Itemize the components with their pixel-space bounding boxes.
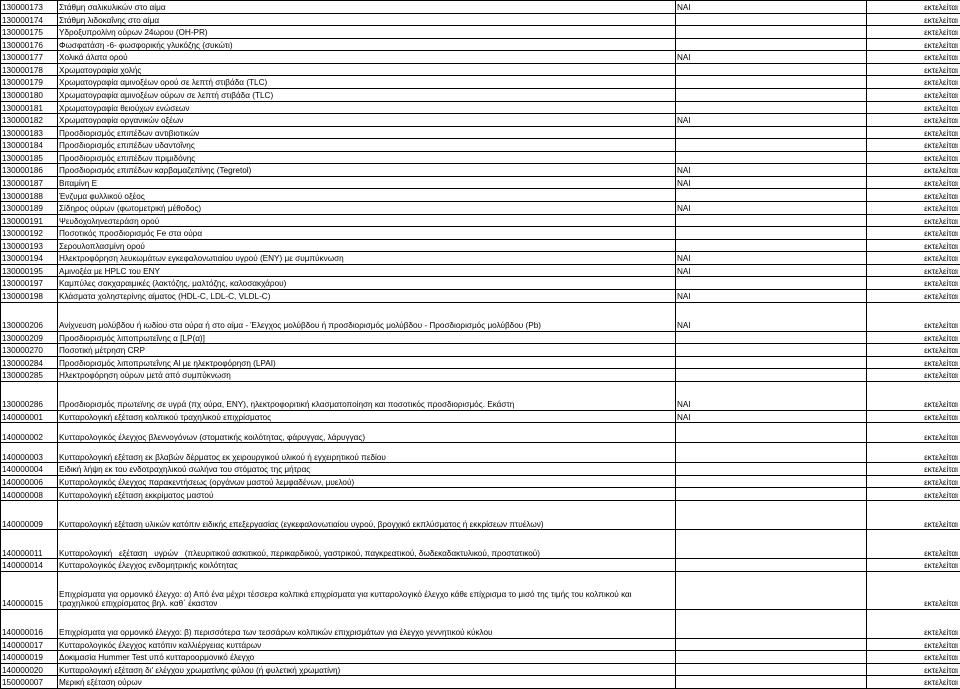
status-cell: εκτελείται (867, 277, 960, 290)
table-row (1, 1, 960, 14)
flag-cell (676, 488, 867, 501)
description-cell: Προσδιορισμός λιποπρωτεΐνης α [LP(α)] (58, 331, 676, 344)
description-cell: Ποσοτικός προσδιορισμός Fe στα ούρα (58, 227, 676, 240)
description-cell: Προσδιορισμός επιπέδων καρβαμαζεπίνης (Tegretol) (58, 164, 676, 177)
status-cell: εκτελείται (867, 381, 960, 410)
description-cell: Ένζυμα φυλλικού οξέος (58, 189, 676, 202)
table-row (1, 530, 960, 559)
description-cell: Κυτταρολογικός έλεγχος ενδομητρικής κοιλότητας (58, 559, 676, 572)
status-cell: εκτελείται (867, 176, 960, 189)
code-cell: 130000189 (1, 202, 58, 215)
description-cell: Κυτταρολογικός έλεγχος κατόπιν καλλιέργειας κυττάρων (58, 638, 676, 651)
flag-cell (676, 369, 867, 382)
table-row (1, 638, 960, 651)
flag-cell (676, 609, 867, 638)
code-cell: 140000015 (1, 571, 58, 609)
code-cell: 140000019 (1, 651, 58, 664)
code-cell: 140000008 (1, 488, 58, 501)
description-cell: Χρωματογραφία αμινοξέων ούρων σε λεπτή στιβάδα (TLC) (58, 88, 676, 101)
flag-cell: ΝΑΙ (676, 289, 867, 302)
flag-cell (676, 126, 867, 139)
description-cell: Επιχρίσματα για ορμονικό έλεγχο: α) Από ένα μέχρι τέσσερα κολπικά επιχρίσματα για κυτταρολογικό έλεγχο κάθε επίχρισμα το μισό της τιμής του κολπικού και τραχηλικού επιχρίσματος βηλ. καθ΄ έκαστον (58, 571, 676, 609)
code-cell: 140000014 (1, 559, 58, 572)
description-cell: Στάθμη λιδοκαΐνης στο αίμα (58, 13, 676, 26)
code-cell: 140000011 (1, 530, 58, 559)
flag-cell (676, 189, 867, 202)
flag-cell (676, 331, 867, 344)
table-row (1, 302, 960, 331)
flag-cell (676, 101, 867, 114)
exam-table-body (1, 1, 960, 689)
status-cell: εκτελείται (867, 559, 960, 572)
table-row (1, 369, 960, 382)
table-row (1, 475, 960, 488)
flag-cell (676, 227, 867, 240)
flag-cell (676, 356, 867, 369)
flag-cell (676, 344, 867, 357)
flag-cell: ΝΑΙ (676, 302, 867, 331)
flag-cell (676, 239, 867, 252)
table-row (1, 443, 960, 463)
description-cell: Ειδική λήψη εκ του ενδοτραχηλικού σωλήνα του στόματος της μήτρας (58, 463, 676, 476)
status-cell: εκτελείται (867, 289, 960, 302)
code-cell: 130000179 (1, 76, 58, 89)
description-cell: Σερουλοπλασμίνη ορού (58, 239, 676, 252)
code-cell: 130000286 (1, 381, 58, 410)
status-cell: εκτελείται (867, 331, 960, 344)
code-cell: 130000177 (1, 51, 58, 64)
description-cell: Χρωματογραφία χολής (58, 63, 676, 76)
description-cell: Κυτταρολογική εξέταση κολπικού τραχηλικού επιχρίσματος (58, 410, 676, 423)
description-cell: Προσδιορισμός επιπέδων πριμιδόνης (58, 151, 676, 164)
status-cell: εκτελείται (867, 26, 960, 39)
description-cell: Κυτταρολογική εξέταση εκκρίματος μαστού (58, 488, 676, 501)
table-row (1, 164, 960, 177)
table-row (1, 88, 960, 101)
description-cell: Βιταμίνη Ε (58, 176, 676, 189)
code-cell: 140000020 (1, 663, 58, 676)
status-cell: εκτελείται (867, 114, 960, 127)
code-cell: 130000192 (1, 227, 58, 240)
status-cell: εκτελείται (867, 488, 960, 501)
flag-cell (676, 676, 867, 689)
code-cell: 130000188 (1, 189, 58, 202)
code-cell: 130000285 (1, 369, 58, 382)
table-row (1, 264, 960, 277)
status-cell: εκτελείται (867, 239, 960, 252)
description-cell: Ποσοτική μέτρηση CRP (58, 344, 676, 357)
code-cell: 130000180 (1, 88, 58, 101)
flag-cell (676, 277, 867, 290)
flag-cell (676, 214, 867, 227)
flag-cell (676, 463, 867, 476)
description-cell: Κυτταρολογικός έλεγχος παρακεντήσεως (οργάνων μαστού λεμφαδένων, μυελού) (58, 475, 676, 488)
description-cell: Σίδηρος ούρων (φωτομετρική μέθοδος) (58, 202, 676, 215)
table-row (1, 189, 960, 202)
code-cell: 130000181 (1, 101, 58, 114)
status-cell: εκτελείται (867, 139, 960, 152)
flag-cell (676, 88, 867, 101)
description-cell: Προσδιορισμός πρωτεϊνης σε υγρά (πχ ούρα, ΕΝΥ), ηλεκτροφοριτική κλασματοποίηση και ποσοτικός προσδιορισμός. Εκάστη (58, 381, 676, 410)
table-row (1, 227, 960, 240)
flag-cell (676, 38, 867, 51)
flag-cell (676, 151, 867, 164)
table-row (1, 126, 960, 139)
description-cell: Χρωματογραφία οργανικών οξέων (58, 114, 676, 127)
code-cell: 130000195 (1, 264, 58, 277)
flag-cell: ΝΑΙ (676, 164, 867, 177)
status-cell: εκτελείται (867, 189, 960, 202)
description-cell: Αμινοξέα με HPLC του ΕΝΥ (58, 264, 676, 277)
table-row (1, 410, 960, 423)
status-cell: εκτελείται (867, 126, 960, 139)
code-cell: 130000193 (1, 239, 58, 252)
status-cell: εκτελείται (867, 676, 960, 689)
code-cell: 130000198 (1, 289, 58, 302)
description-cell: Μερική εξέταση ούρων (58, 676, 676, 689)
description-cell: Κυτταρολογική εξέταση εκ βλαβών δέρματος εκ χειρουργικού υλικού ή εγχειρητικού πεδίου (58, 443, 676, 463)
flag-cell (676, 559, 867, 572)
table-row (1, 344, 960, 357)
table-row (1, 13, 960, 26)
description-cell: Προσδιορισμός λιποπρωτεΐνης Al με ηλεκτροφόρηση (LPAI) (58, 356, 676, 369)
status-cell: εκτελείται (867, 151, 960, 164)
table-row (1, 463, 960, 476)
table-row (1, 101, 960, 114)
flag-cell (676, 475, 867, 488)
description-cell: Ηλεκτροφόρηση λευκωμάτων εγκεφαλονωτιαίου υγρού (ΕΝΥ) με συμπύκνωση (58, 252, 676, 265)
table-row (1, 289, 960, 302)
flag-cell: ΝΑΙ (676, 381, 867, 410)
status-cell: εκτελείται (867, 369, 960, 382)
code-cell: 140000003 (1, 443, 58, 463)
code-cell: 130000183 (1, 126, 58, 139)
code-cell: 130000184 (1, 139, 58, 152)
code-cell: 130000182 (1, 114, 58, 127)
status-cell: εκτελείται (867, 227, 960, 240)
table-row (1, 63, 960, 76)
table-row (1, 114, 960, 127)
description-cell: Κυτταρολογική εξέταση υγρών (πλευριτικού ασκιτικού, περικαρδικού, γαστρικού, παγκρεατικού, δωδεκαδακτυλικού, προστατικού) (58, 530, 676, 559)
table-row (1, 176, 960, 189)
description-cell: Χρωματογραφία αμινοξέων ορού σε λεπτή στιβάδα (TLC) (58, 76, 676, 89)
flag-cell (676, 530, 867, 559)
status-cell: εκτελείται (867, 101, 960, 114)
code-cell: 130000209 (1, 331, 58, 344)
status-cell: εκτελείται (867, 252, 960, 265)
status-cell: εκτελείται (867, 214, 960, 227)
table-row (1, 501, 960, 530)
table-row (1, 331, 960, 344)
code-cell: 130000175 (1, 26, 58, 39)
code-cell: 130000187 (1, 176, 58, 189)
code-cell: 140000016 (1, 609, 58, 638)
flag-cell: ΝΑΙ (676, 264, 867, 277)
description-cell: Δοκιμασία Hummer Test υπό κυτταροορμονικό έλεγχο (58, 651, 676, 664)
status-cell: εκτελείται (867, 13, 960, 26)
status-cell: εκτελείται (867, 344, 960, 357)
code-cell: 150000007 (1, 676, 58, 689)
table-row (1, 488, 960, 501)
table-row (1, 356, 960, 369)
table-row (1, 559, 960, 572)
code-cell: 130000284 (1, 356, 58, 369)
table-row (1, 38, 960, 51)
flag-cell: ΝΑΙ (676, 410, 867, 423)
flag-cell (676, 26, 867, 39)
status-cell: εκτελείται (867, 38, 960, 51)
table-row (1, 214, 960, 227)
description-cell: Ηλεκτροφόρηση ούρων μετά από συμπύκνωση (58, 369, 676, 382)
table-row (1, 76, 960, 89)
flag-cell: ΝΑΙ (676, 202, 867, 215)
description-cell: Επιχρίσματα για ορμονικό έλεγχο: β) περισσότερα των τεσσάρων κολπικών επιχρισμάτων για έλεγχο γεννητικού κύκλου (58, 609, 676, 638)
code-cell: 130000176 (1, 38, 58, 51)
flag-cell (676, 651, 867, 664)
description-cell: Χρωματογραφία θειούχων ενώσεων (58, 101, 676, 114)
status-cell: εκτελείται (867, 475, 960, 488)
status-cell: εκτελείται (867, 1, 960, 14)
description-cell: Προσδιορισμός επιπέδων υδαντοΐνης (58, 139, 676, 152)
code-cell: 130000185 (1, 151, 58, 164)
flag-cell (676, 501, 867, 530)
flag-cell (676, 638, 867, 651)
status-cell: εκτελείται (867, 63, 960, 76)
flag-cell: ΝΑΙ (676, 1, 867, 14)
table-row (1, 139, 960, 152)
description-cell: Κυτταρολογική εξέταση δι' ελέγχου χρωματίνης φύλου (ή φυλετική χρωματίνη) (58, 663, 676, 676)
status-cell: εκτελείται (867, 651, 960, 664)
table-row (1, 676, 960, 689)
status-cell: εκτελείται (867, 443, 960, 463)
status-cell: εκτελείται (867, 410, 960, 423)
flag-cell: ΝΑΙ (676, 252, 867, 265)
table-row (1, 51, 960, 64)
code-cell: 130000194 (1, 252, 58, 265)
table-row (1, 571, 960, 609)
status-cell: εκτελείται (867, 264, 960, 277)
code-cell: 130000191 (1, 214, 58, 227)
description-cell: Ανίχνευση μολύβδου ή ιωδίου στα ούρα ή στο αίμα - Έλεγχος μολύβδου ή προσδιορισμός μολύβδου - Προσδιορισμός μολύβδου (Pb) (58, 302, 676, 331)
flag-cell (676, 443, 867, 463)
flag-cell (676, 571, 867, 609)
flag-cell: ΝΑΙ (676, 51, 867, 64)
code-cell: 140000017 (1, 638, 58, 651)
table-row (1, 239, 960, 252)
code-cell: 130000186 (1, 164, 58, 177)
flag-cell (676, 63, 867, 76)
table-row (1, 26, 960, 39)
table-row (1, 423, 960, 443)
flag-cell (676, 139, 867, 152)
description-cell: Προσδιορισμός επιπέδων αντιβιοτικών (58, 126, 676, 139)
status-cell: εκτελείται (867, 571, 960, 609)
table-row (1, 252, 960, 265)
status-cell: εκτελείται (867, 202, 960, 215)
description-cell: Χολικά άλατα ορού (58, 51, 676, 64)
code-cell: 140000001 (1, 410, 58, 423)
code-cell: 140000002 (1, 423, 58, 443)
status-cell: εκτελείται (867, 88, 960, 101)
table-row (1, 609, 960, 638)
flag-cell (676, 13, 867, 26)
code-cell: 130000178 (1, 63, 58, 76)
flag-cell (676, 76, 867, 89)
code-cell: 130000206 (1, 302, 58, 331)
code-cell: 130000197 (1, 277, 58, 290)
status-cell: εκτελείται (867, 463, 960, 476)
table-row (1, 202, 960, 215)
description-cell: Κλάσματα χοληστερίνης αίματος (HDL-C, LDL-C, VLDL-C) (58, 289, 676, 302)
code-cell: 140000009 (1, 501, 58, 530)
description-cell: Φωσφατάση -6- φωσφορικής γλυκόζης (συκώτι) (58, 38, 676, 51)
code-cell: 140000006 (1, 475, 58, 488)
flag-cell (676, 663, 867, 676)
description-cell: Υδροξυπρολίνη ούρων 24ωρου (OH-PR) (58, 26, 676, 39)
status-cell: εκτελείται (867, 638, 960, 651)
status-cell: εκτελείται (867, 76, 960, 89)
description-cell: Στάθμη σαλικυλικών στο αίμα (58, 1, 676, 14)
table-row (1, 651, 960, 664)
description-cell: Καμπύλες σακχαραιμικές (λακτόζης, μαλτόζης, καλοσακχάρου) (58, 277, 676, 290)
description-cell: Ψευδοχοληνεστεράση ορού (58, 214, 676, 227)
status-cell: εκτελείται (867, 164, 960, 177)
status-cell: εκτελείται (867, 609, 960, 638)
table-row (1, 663, 960, 676)
code-cell: 130000173 (1, 1, 58, 14)
description-cell: Κυτταρολογικός έλεγχος βλεννογόνων (στοματικής κοιλότητας, φάρυγγας, λάρυγγας) (58, 423, 676, 443)
code-cell: 140000004 (1, 463, 58, 476)
flag-cell (676, 423, 867, 443)
status-cell: εκτελείται (867, 501, 960, 530)
status-cell: εκτελείται (867, 302, 960, 331)
flag-cell: ΝΑΙ (676, 114, 867, 127)
table-row (1, 277, 960, 290)
status-cell: εκτελείται (867, 356, 960, 369)
code-cell: 130000174 (1, 13, 58, 26)
code-cell: 130000270 (1, 344, 58, 357)
status-cell: εκτελείται (867, 530, 960, 559)
flag-cell: ΝΑΙ (676, 176, 867, 189)
status-cell: εκτελείται (867, 663, 960, 676)
status-cell: εκτελείται (867, 423, 960, 443)
description-cell: Κυτταρολογική εξέταση υλικών κατόπιν ειδικής επεξεργασίας (εγκεφαλονωτιαίου υγρού, βρογχικό εκπλύσματος ή εκκρίσεων πτυέλων) (58, 501, 676, 530)
table-row (1, 381, 960, 410)
table-row (1, 151, 960, 164)
status-cell: εκτελείται (867, 51, 960, 64)
